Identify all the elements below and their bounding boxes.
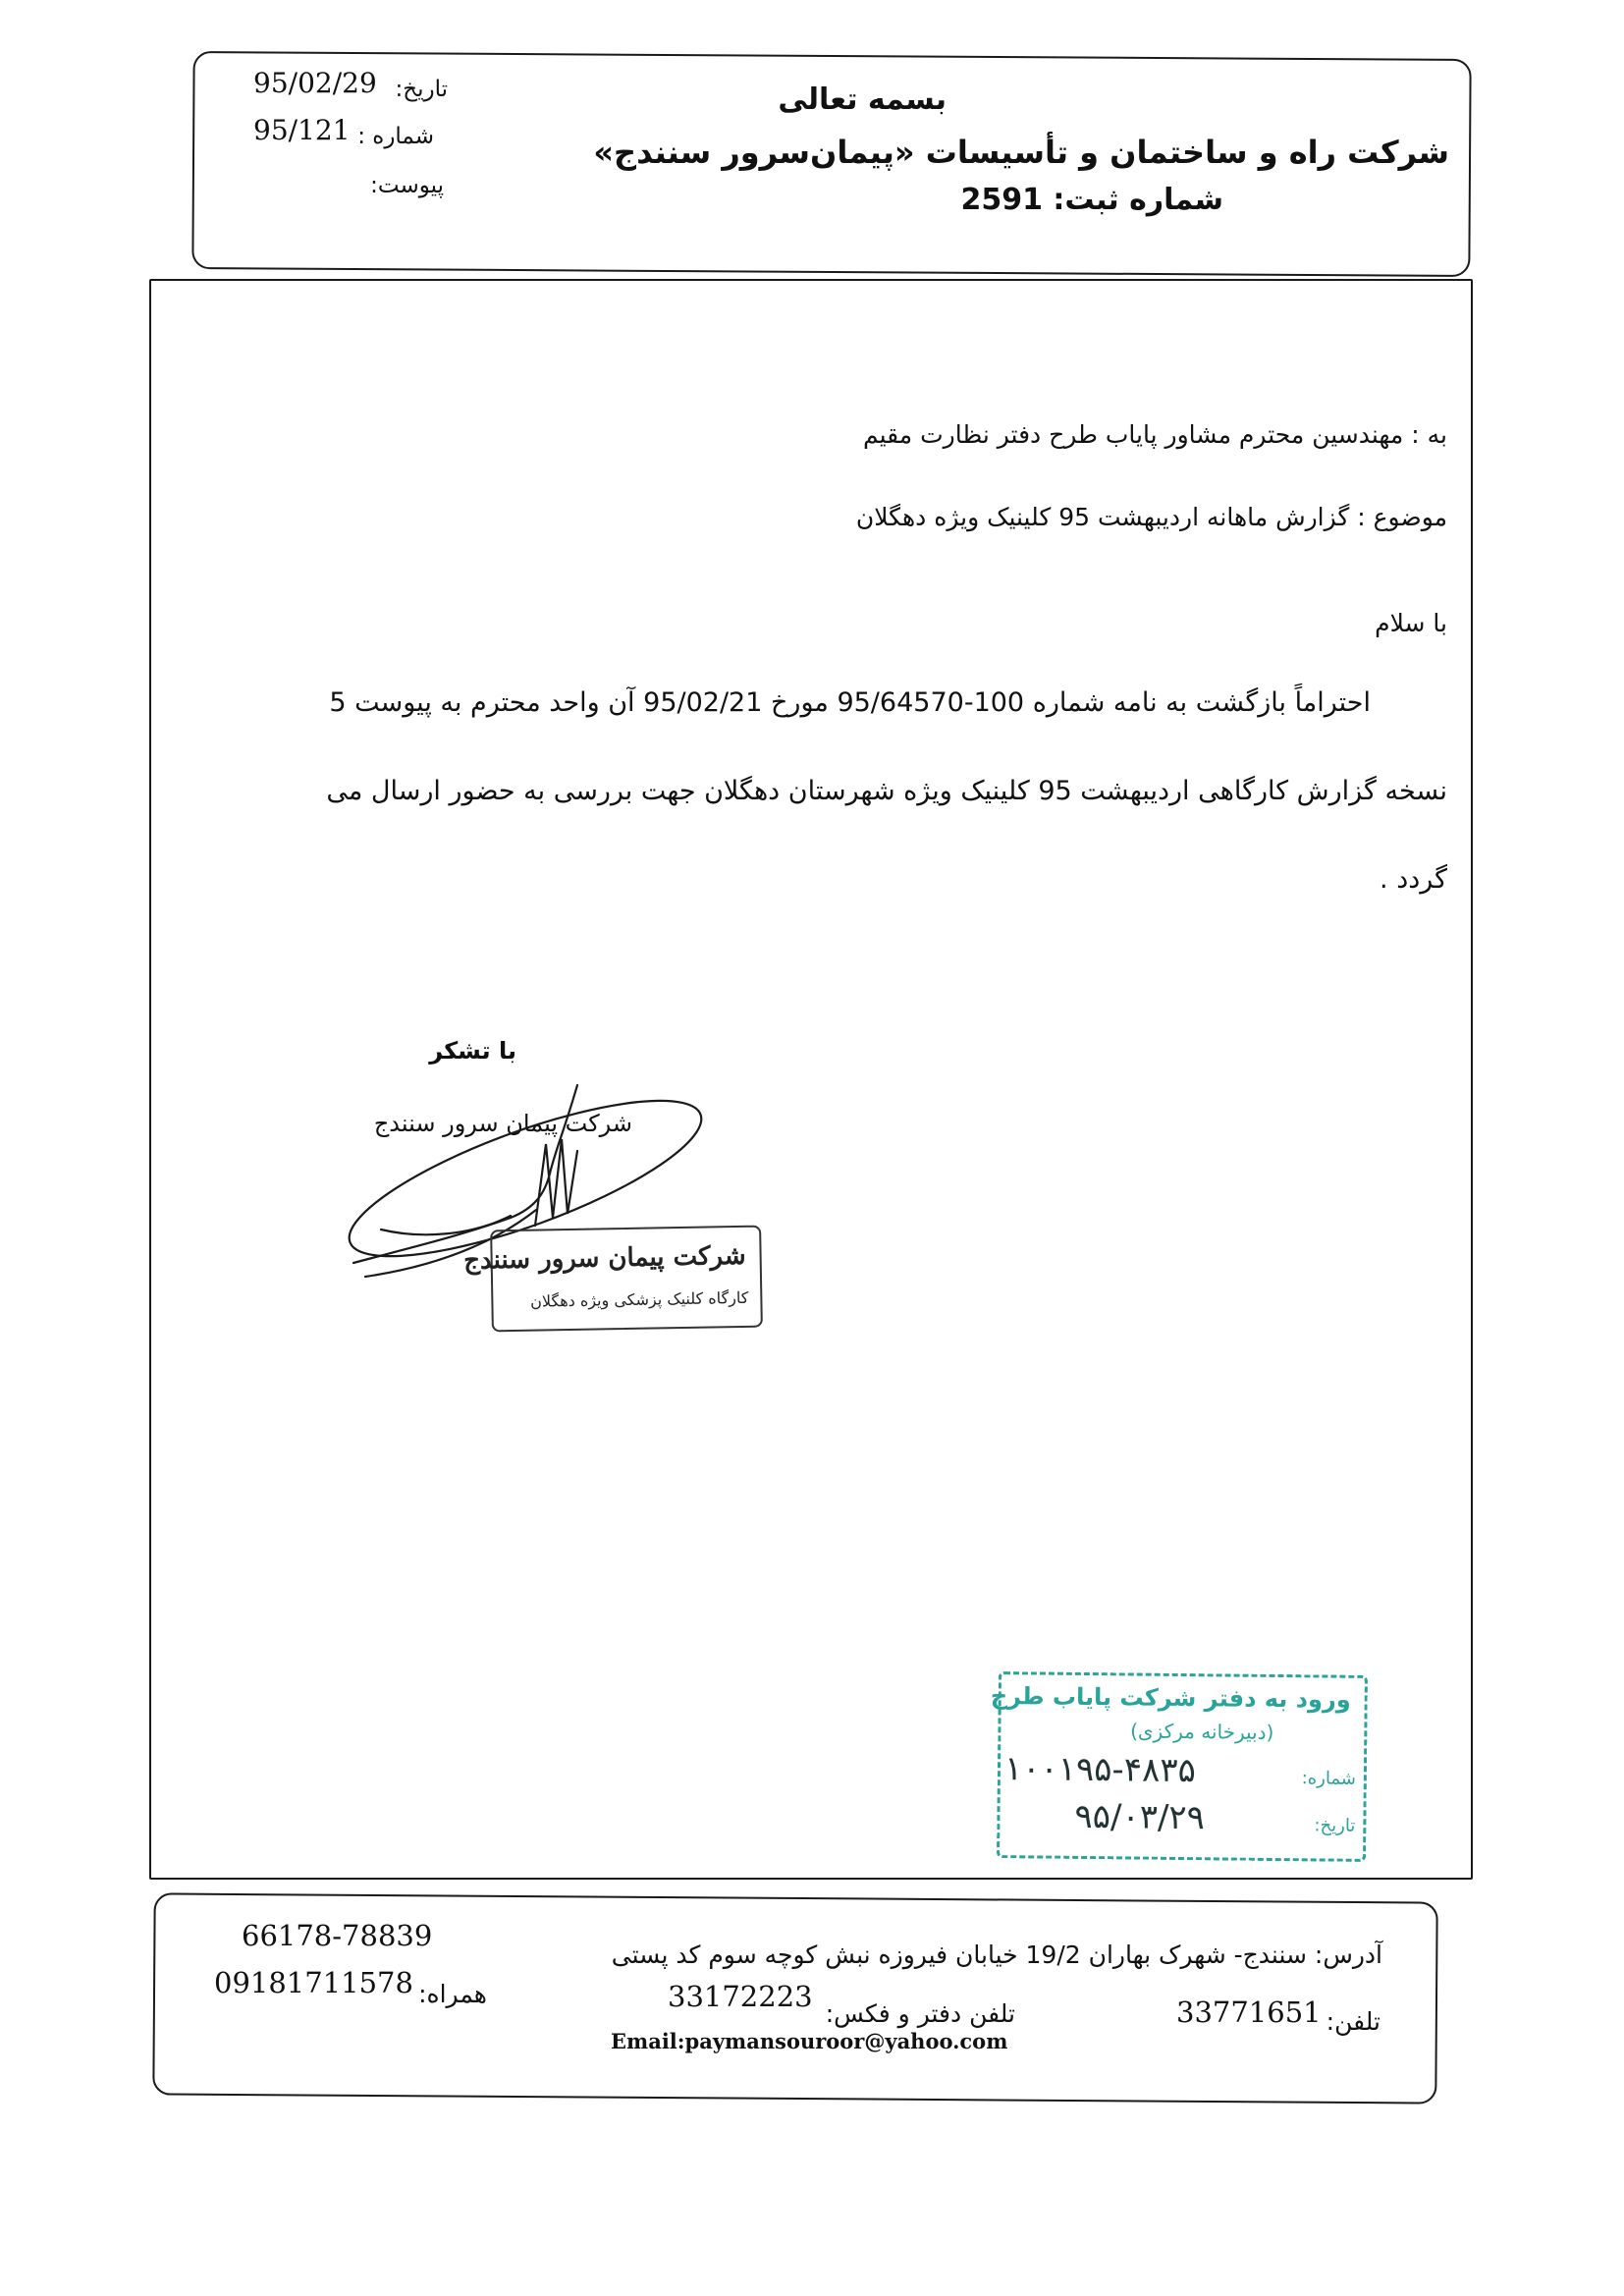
phone-label: تلفن:: [1326, 2007, 1380, 2036]
receipt-stamp-date: ۹۵/۰۳/۲۹: [1074, 1796, 1206, 1838]
receipt-stamp-number: ۱۰۰۱۹۵-۴۸۳۵: [1003, 1749, 1197, 1791]
number-label: شماره :: [357, 124, 434, 149]
date-value: 95/02/29: [253, 67, 377, 99]
postal-code: 66178-78839: [242, 1919, 433, 1952]
registration-number: 2591: [960, 183, 1043, 217]
number-value: 95/121: [253, 114, 351, 146]
company-name: شرکت راه و ساختمان و تأسیسات «پیمان‌سرور سنندج»: [593, 134, 1449, 171]
receipt-stamp-number-label: شماره:: [1301, 1768, 1356, 1789]
address-text: سنندج- شهرک بهاران 19/2 خیابان فیروزه نبش کوچه سوم کد پستی: [611, 1941, 1307, 1969]
recipient-line: به : مهندسین محترم مشاور پایاب طرح دفتر نظارت مقیم: [862, 420, 1447, 449]
receipt-stamp-line-1: ورود به دفتر شرکت پایاب طرح: [990, 1681, 1351, 1714]
registration-label: شماره ثبت:: [1053, 183, 1223, 217]
company-stamp-title: شرکت پیمان سرور سنندج: [462, 1240, 746, 1276]
date-label: تاریخ:: [395, 77, 448, 102]
bismillah: بسمه تعالی: [778, 82, 947, 117]
greeting: با سلام: [1375, 609, 1447, 637]
company-stamp-subtitle: کارگاه کلنیک پزشکی ویژه دهگلان: [529, 1287, 749, 1311]
signatory: شرکت پیمان سرور سنندج: [373, 1110, 632, 1137]
receipt-stamp: [990, 1671, 1368, 1862]
company-stamp: [462, 1226, 763, 1333]
mobile-number: 09181711578: [214, 1966, 413, 1999]
address-label: آدرس:: [1314, 1941, 1382, 1969]
body-line-3: گردد .: [1380, 864, 1447, 895]
receipt-stamp-line-2: (دبیرخانه مرکزی): [1130, 1719, 1274, 1744]
phone-number: 33771651: [1176, 1995, 1322, 2029]
body-line-1: احتراماً بازگشت به نامه شماره 100-95/64570 مورخ 95/02/21 آن واحد محترم به پیوست 5: [329, 687, 1371, 718]
office-fax-label: تلفن دفتر و فکس:: [825, 1999, 1015, 2028]
address-line: [612, 1941, 1382, 1969]
subject-line: موضوع : گزارش ماهانه اردیبهشت 95 کلینیک ویژه دهگلان: [855, 503, 1447, 531]
body-line-2: نسخه گزارش کارگاهی اردیبهشت 95 کلینیک ویژه شهرستان دهگلان جهت بررسی به حضور ارسال می: [326, 776, 1447, 806]
receipt-stamp-date-label: تاریخ:: [1314, 1815, 1356, 1836]
email-address: Email:paymansouroor@yahoo.com: [611, 2029, 1008, 2053]
thanks: با تشکر: [429, 1037, 516, 1065]
attachment-label: پیوست:: [370, 173, 444, 198]
mobile-label: همراه:: [418, 1980, 487, 2008]
office-fax-number: 33172223: [668, 1980, 813, 2013]
